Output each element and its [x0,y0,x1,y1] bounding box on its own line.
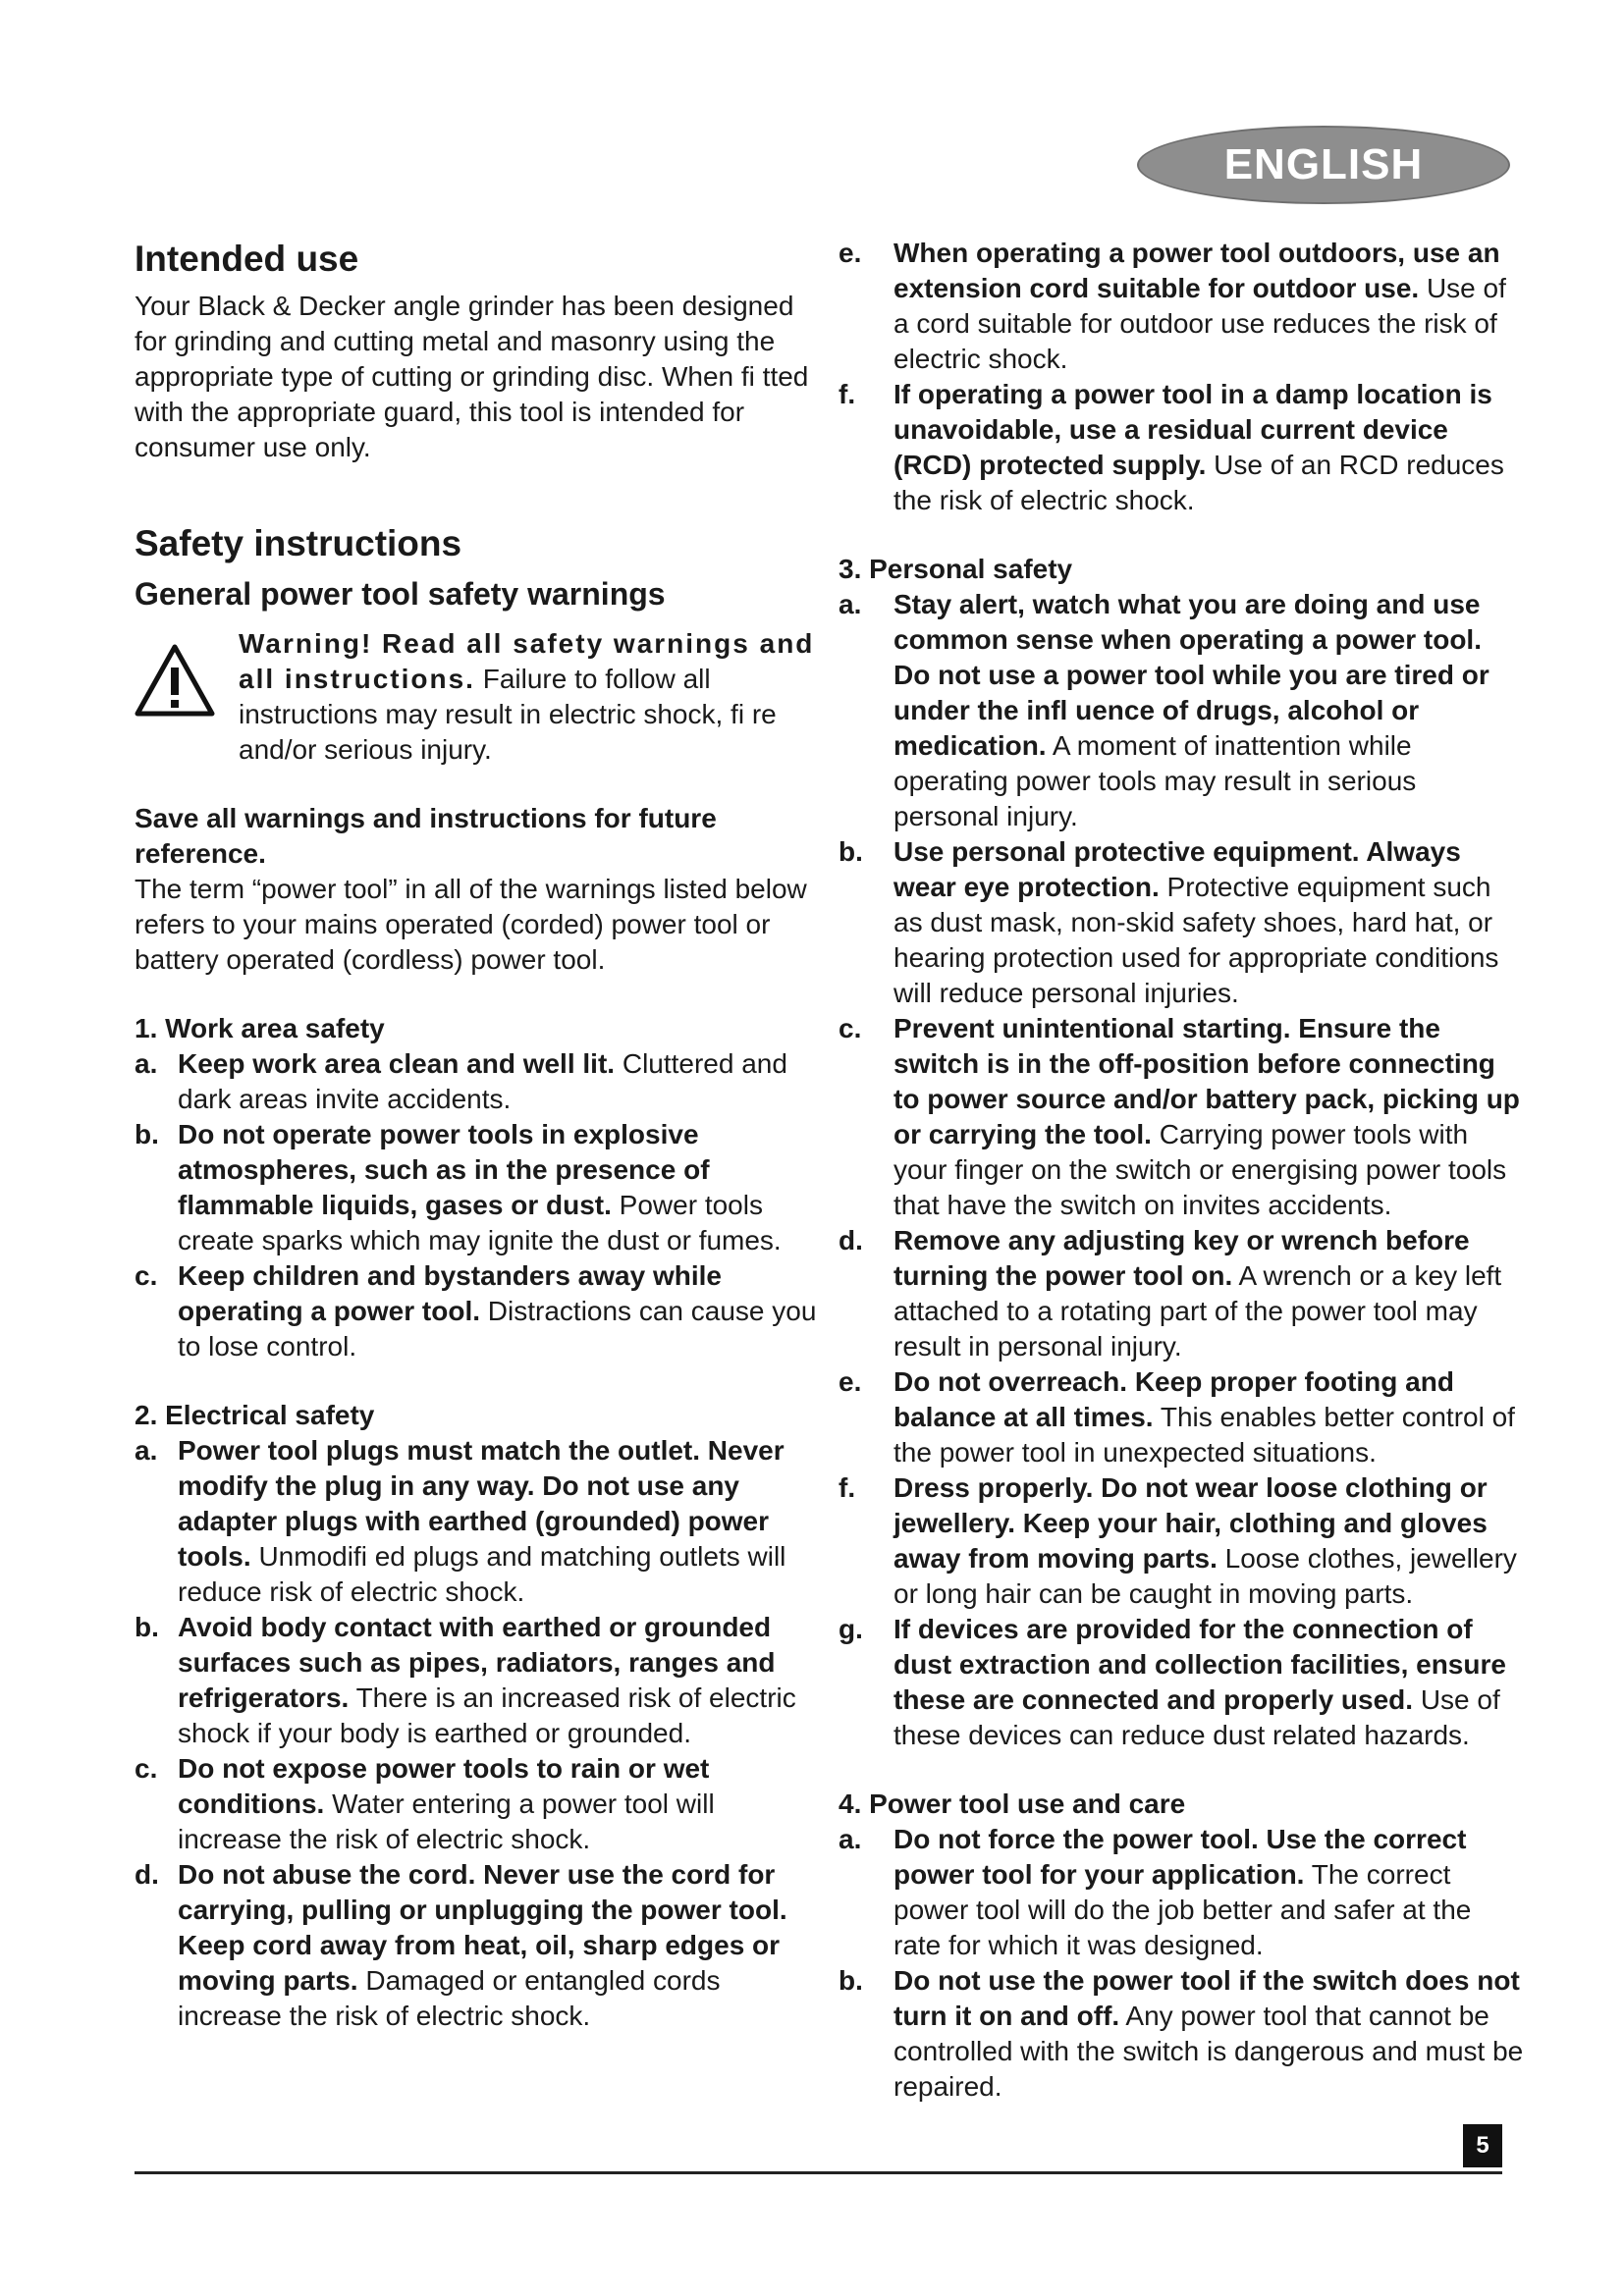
list-item: d. Remove any adjusting key or wrench before turning the power tool on. A wrench or a key left attached to a rotating part of the power tool may result in personal injury. [839,1225,1502,1362]
save-instructions-text: The term “power tool” in all of the warnings listed below refers to your mains operated (corded) power tool or battery operated (cordless) power tool. [135,874,807,975]
list-item: b. Avoid body contact with earthed or grounded surfaces such as pipes, radiators, ranges and refrigerators. There is an increased risk of electric shock if your body is earthed or grounded. [135,1612,796,1748]
electrical-safety-heading: 2. Electrical safety [135,1400,375,1430]
list-item: a. Stay alert, watch what you are doing and use common sense when operating a power tool. Do not use a power tool while you are tired or under the infl uence of drugs, alcohol or medication. A moment of inattention while operating power tools may result in serious personal injury. [839,589,1489,831]
list-item: f. Dress properly. Do not wear loose clothing or jewellery. Keep your hair, clothing and gloves away from moving parts. Loose clothes, jewellery or long hair can be caught in moving parts. [839,1472,1517,1609]
list-item: b. Do not use the power tool if the switch does not turn it on and off. Any power tool that cannot be controlled with the switch is dangerous and must be repaired. [839,1965,1524,2102]
list-item: f. If operating a power tool in a damp location is unavoidable, use a residual current device (RCD) protected supply. Use of an RCD reduces the risk of electric shock. [839,379,1504,515]
list-item: a. Do not force the power tool. Use the correct power tool for your application. The correct power tool will do the job better and safer at the rate for which it was designed. [839,1824,1472,1960]
language-badge: ENGLISH [1137,126,1510,204]
list-item: c. Keep children and bystanders away while operating a power tool. Distractions can cause you to lose control. [135,1260,817,1362]
list-item: a. Keep work area clean and well lit. Cluttered and dark areas invite accidents. [135,1048,787,1114]
warning-triangle-icon [135,644,215,717]
footer-rule [135,2171,1502,2174]
list-item: d. Do not abuse the cord. Never use the cord for carrying, pulling or unplugging the power tool. Keep cord away from heat, oil, sharp edges or moving parts. Damaged or entangled cords increase the risk of electric shock. [135,1859,787,2031]
intended-use-heading: Intended use [135,239,359,279]
list-item: b. Use personal protective equipment. Always wear eye protection. Protective equipment such as dust mask, non-skid safety shoes, hard hat, or hearing protection used for appropriate conditions will reduce personal injuries. [839,836,1499,1008]
list-item: e. When operating a power tool outdoors, use an extension cord suitable for outdoor use. Use of a cord suitable for outdoor use reduces the risk of electric shock. [839,238,1506,374]
warning-bold: Warning! Read all safety warnings and all instructions. [239,628,815,694]
power-tool-use-heading: 4. Power tool use and care [839,1789,1186,1819]
general-warnings-heading: General power tool safety warnings [135,576,666,612]
left-column [135,236,822,2034]
list-item: c. Do not expose power tools to rain or wet conditions. Water entering a power tool will increase the risk of electric shock. [135,1753,715,1854]
list-item: e. Do not overreach. Keep proper footing and balance at all times. This enables better control of the power tool in unexpected situations. [839,1366,1515,1468]
work-area-safety-heading: 1. Work area safety [135,1013,385,1043]
page-number: 5 [1463,2124,1502,2167]
warning-text: Failure to follow all instructions may result in electric shock, fi re and/or serious injury. [239,664,777,765]
list-item: a. Power tool plugs must match the outlet. Never modify the plug in any way. Do not use any adapter plugs with earthed (grounded) power tools. Unmodifi ed plugs and matching outlets will reduce risk of electric shock. [135,1435,786,1607]
personal-safety-heading: 3. Personal safety [839,554,1073,584]
right-column [839,236,1526,2105]
safety-instructions-heading: Safety instructions [135,523,462,563]
save-instructions-bold: Save all warnings and instructions for future reference. [135,803,717,869]
intended-use-text: Your Black & Decker angle grinder has been designed for grinding and cutting metal and masonry using the appropriate type of cutting or grinding disc. When fi tted with the appropriate guard, this tool is intended for consumer use only. [135,291,809,462]
list-item: c. Prevent unintentional starting. Ensure the switch is in the off-position before connecting to power source and/or battery pack, picking up or carrying the tool. Carrying power tools with your finger on the switch or energising power tools that have the switch on invites accidents. [839,1013,1520,1220]
list-item: g. If devices are provided for the connection of dust extraction and collection facilities, ensure these are connected and properly used. Use of these devices can reduce dust related hazards. [839,1614,1506,1750]
warning-block [135,626,822,768]
list-item: b. Do not operate power tools in explosive atmospheres, such as in the presence of flammable liquids, gases or dust. Power tools create sparks which may ignite the dust or fumes. [135,1119,782,1255]
